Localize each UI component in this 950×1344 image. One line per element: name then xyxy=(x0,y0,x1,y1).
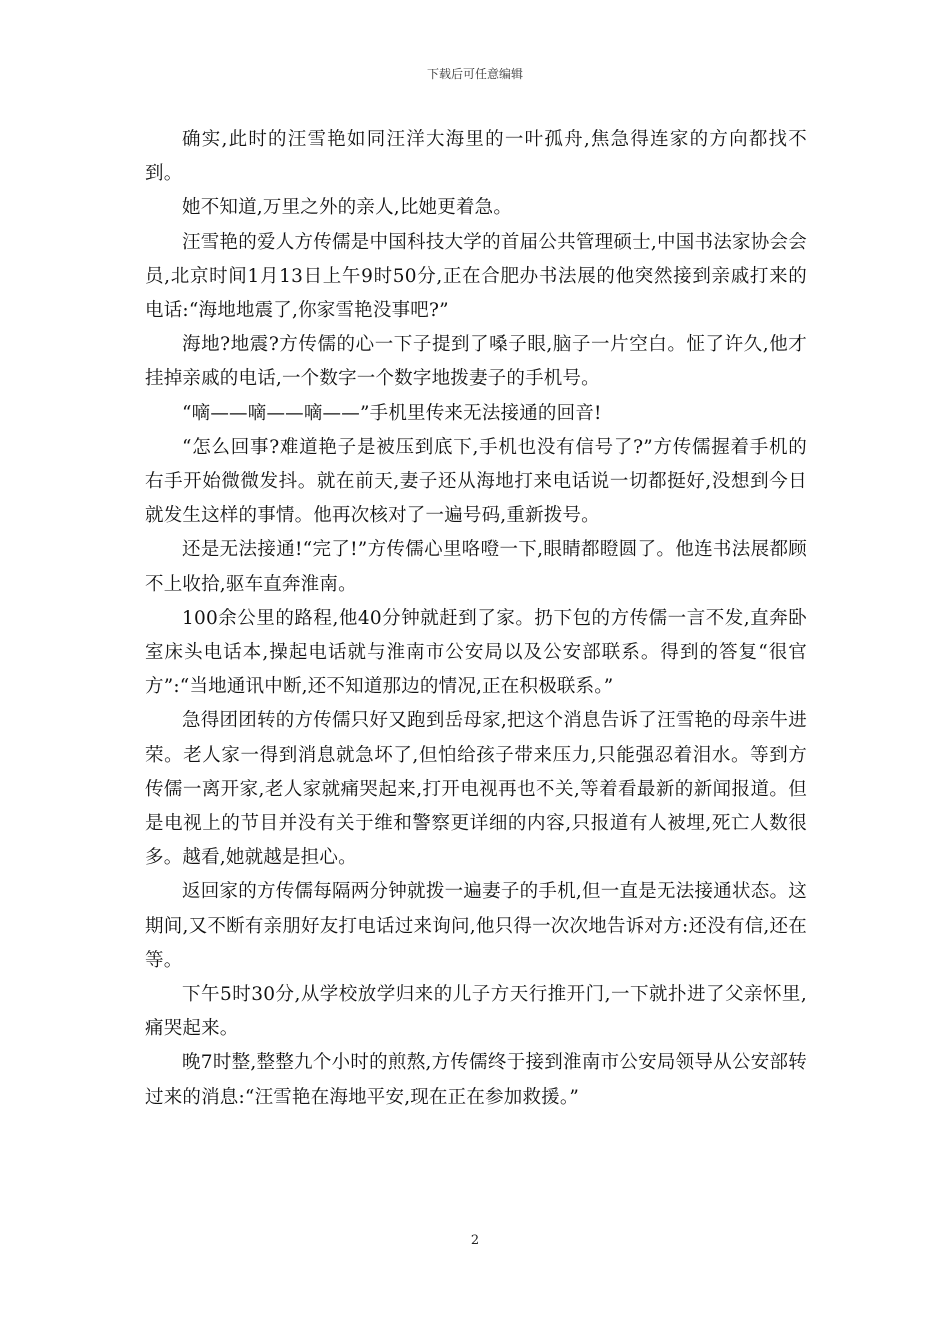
paragraph: 急得团团转的方传儒只好又跑到岳母家,把这个消息告诉了汪雪艳的母亲牛进荣。老人家一得到消息就急坏了,但怕给孩子带来压力,只能强忍着泪水。等到方传儒一离开家,老人家就痛哭起来,打开电视再也不关,等着看最新的新闻报道。但是电视上的节目并没有关于维和警察更详细的内容,只报道有人被埋,死亡人数很多。越看,她就越是担心。 xyxy=(145,710,807,869)
article-body xyxy=(145,123,807,1115)
page-header: 下载后可任意编辑 xyxy=(426,67,523,81)
paragraph: “怎么回事?难道艳子是被压到底下,手机也没有信号了?”方传儒握着手机的右手开始微微发抖。就在前天,妻子还从海地打来电话说一切都挺好,没想到今日就发生这样的事情。他再次核对了一遍号码,重新拨号。 xyxy=(145,436,807,527)
paragraph: “嘀——嘀——嘀——”手机里传来无法接通的回音! xyxy=(182,402,602,424)
paragraph: 晚7时整,整整九个小时的煎熬,方传儒终于接到淮南市公安局领导从公安部转过来的消息:“汪雪艳在海地平安,现在正在参加救援。” xyxy=(145,1052,807,1108)
page-number: 2 xyxy=(470,1233,480,1248)
paragraph: 100余公里的路程,他40分钟就赶到了家。扔下包的方传儒一言不发,直奔卧室床头电话本,操起电话就与淮南市公安局以及公安部联系。得到的答复“很官方”:“当地通讯中断,还不知道那边的情况,正在积极联系。” xyxy=(145,607,807,698)
paragraph: 确实,此时的汪雪艳如同汪洋大海里的一叶孤舟,焦急得连家的方向都找不到。 xyxy=(145,129,807,185)
paragraph: 汪雪艳的爱人方传儒是中国科技大学的首届公共管理硕士,中国书法家协会会员,北京时间1月13日上午9时50分,正在合肥办书法展的他突然接到亲戚打来的电话:“海地地震了,你家雪艳没事吧?” xyxy=(145,231,807,322)
paragraph: 下午5时30分,从学校放学归来的儿子方天行推开门,一下就扑进了父亲怀里,痛哭起来。 xyxy=(145,984,807,1040)
paragraph: 海地?地震?方传儒的心一下子提到了嗓子眼,脑子一片空白。怔了许久,他才挂掉亲戚的电话,一个数字一个数字地拨妻子的手机号。 xyxy=(145,334,807,390)
paragraph: 返回家的方传儒每隔两分钟就拨一遍妻子的手机,但一直是无法接通状态。这期间,又不断有亲朋好友打电话过来询问,他只得一次次地告诉对方:还没有信,还在等。 xyxy=(145,881,807,971)
paragraph: 她不知道,万里之外的亲人,比她更着急。 xyxy=(182,197,513,219)
paragraph: 还是无法接通!“完了!”方传儒心里咯噔一下,眼睛都瞪圆了。他连书法展都顾不上收拾,驱车直奔淮南。 xyxy=(145,539,807,595)
